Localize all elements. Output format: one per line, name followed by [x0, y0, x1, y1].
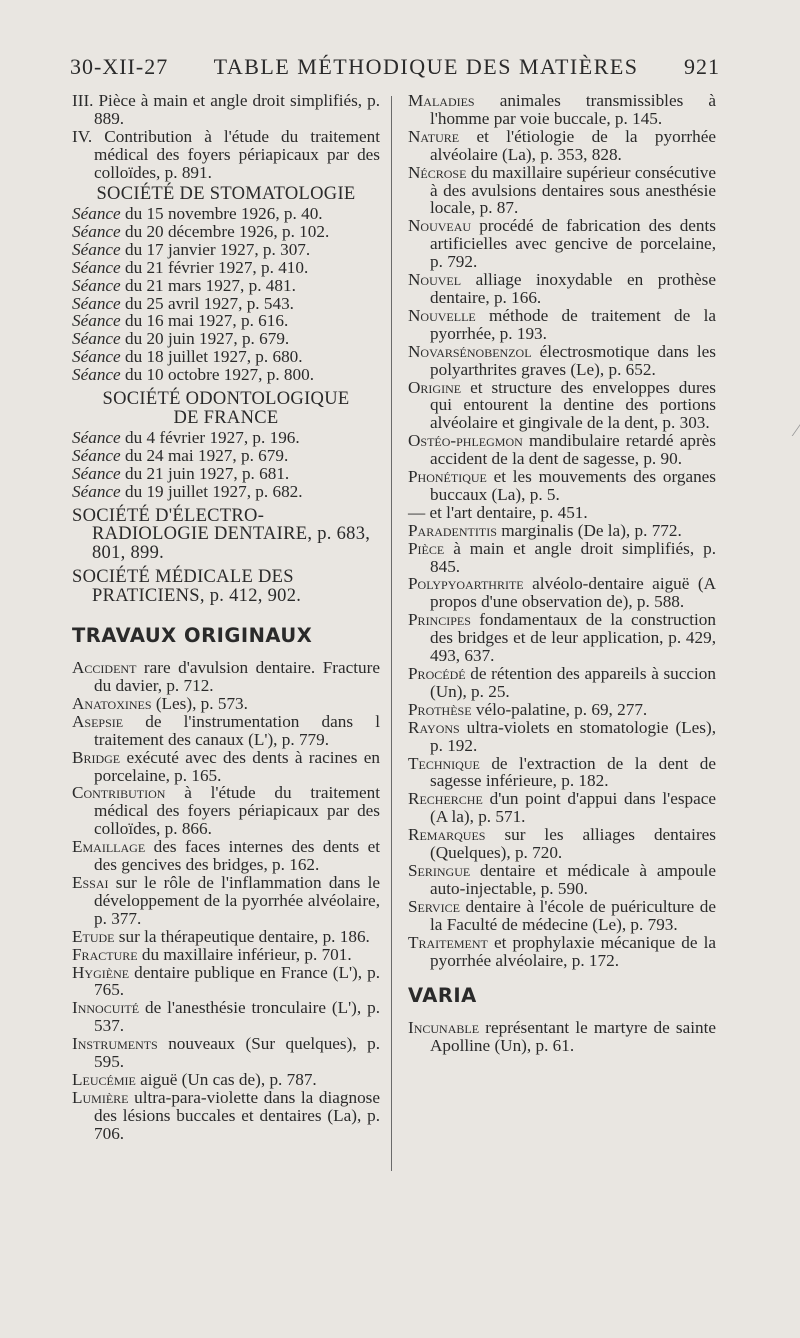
entry-keyword: Bridge [72, 747, 121, 767]
entry-keyword: Nouvel [408, 270, 462, 290]
entry-top-1: III. Pièce à main et angle droit simplifiés, p. 889. [72, 91, 380, 128]
entry-text: électrosmotique dans les polyarthrites graves (Le), p. 652. [430, 341, 716, 379]
index-entry [408, 164, 716, 218]
heading-societe-medicale: SOCIÉTÉ MÉDICALE DES PRATICIENS, p. 412, 902. [72, 567, 302, 606]
entry-text: sur la thérapeutique dentaire, p. 186. [114, 926, 370, 946]
section-heading-travaux: TRAVAUX ORIGINAUX [72, 624, 313, 648]
seance-list-stomatologie [72, 205, 380, 384]
entry-text: dentaire et médicale à ampoule auto-injectable, p. 590. [430, 860, 716, 898]
index-entry [408, 862, 716, 898]
index-entry [408, 217, 716, 271]
index-entry [72, 838, 380, 874]
seance-date: du 20 décembre 1926, p. 102. [120, 221, 330, 241]
seance-entry [72, 348, 380, 366]
seance-date: du 21 mars 1927, p. 481. [120, 275, 296, 295]
entry-keyword: Traitement [408, 932, 488, 952]
seance-label: Séance [72, 428, 121, 448]
entry-keyword: Paradentitis [408, 520, 497, 540]
seance-label: Séance [72, 311, 121, 331]
seance-label: Séance [72, 293, 121, 313]
seance-date: du 17 janvier 1927, p. 307. [120, 239, 311, 259]
seance-entry [72, 429, 380, 447]
entry-text: du maxillaire supérieur consécutive à des avulsions dentaires sous anesthésie locale, p. 87. [430, 162, 716, 218]
entry-keyword: Nouveau [408, 216, 472, 236]
index-entry [408, 307, 716, 343]
entry-keyword: Asepsie [72, 711, 124, 731]
entry-keyword: Leucémie [72, 1069, 136, 1089]
index-entry [408, 719, 716, 755]
entry-keyword: Procédé [408, 664, 466, 683]
entry-keyword: Prothèse [408, 699, 472, 719]
entry-text: sur les alliages dentaires (Quelques), p. 720. [430, 825, 716, 863]
heading-societe-odontologique [72, 390, 380, 427]
entry-text: des faces internes des dents et des gencives des bridges, p. 162. [94, 837, 380, 875]
index-entry [408, 128, 716, 164]
entry-keyword: Novarsénobenzol [408, 341, 532, 361]
seance-label: Séance [72, 347, 121, 367]
entry-text: fondamentaux de la construction des bridges et de leur application, p. 429, 493, 637. [430, 610, 716, 666]
seance-date: du 19 juillet 1927, p. 682. [120, 481, 303, 501]
index-entry [408, 790, 716, 826]
entry-keyword: Polypyoarthrite [408, 574, 524, 594]
index-entry [408, 575, 716, 611]
entry-text: de l'instrumentation dans l traitement des canaux (L'), p. 779. [94, 711, 380, 749]
entry-text: aiguë (Un cas de), p. 787. [135, 1069, 317, 1089]
entry-keyword: Rayons [408, 717, 460, 737]
index-entry [408, 755, 716, 791]
entry-text: procédé de fabrication des dents artificielles avec gencive de porcelaine, p. 792. [430, 216, 716, 272]
seance-entry [72, 259, 380, 277]
entry-text: du maxillaire inférieur, p. 701. [137, 944, 352, 964]
seance-entry [72, 277, 380, 295]
seance-entry [72, 223, 380, 241]
entry-text: (Les), p. 573. [151, 693, 248, 713]
seance-date: du 20 juin 1927, p. 679. [120, 329, 290, 349]
entry-text: à main et angle droit simplifiés, p. 845. [430, 538, 716, 576]
travaux-entry-list [72, 659, 380, 1142]
seance-label: Séance [72, 481, 121, 501]
index-entry [408, 468, 716, 504]
seance-entry [72, 465, 380, 483]
entry-keyword: Recherche [408, 789, 483, 809]
entry-keyword: Emaillage [72, 837, 146, 857]
index-entry [408, 611, 716, 665]
index-entry [72, 999, 380, 1035]
seance-label: Séance [72, 463, 121, 483]
left-column [72, 92, 380, 1143]
index-entry [408, 826, 716, 862]
entry-keyword: Nouvelle [408, 305, 476, 325]
entry-keyword: Ostéo-phlegmon [408, 431, 523, 451]
entry-keyword: Incunable [408, 1018, 480, 1038]
entry-text: et l'étiologie de la pyorrhée alvéolaire (La), p. 353, 828. [430, 126, 716, 164]
section-heading-varia: VARIA [408, 984, 477, 1008]
index-entry [408, 271, 716, 307]
entry-keyword: Anatoxines [72, 693, 152, 713]
entry-keyword: Principes [408, 610, 471, 630]
entry-keyword: Instruments [72, 1034, 158, 1054]
index-entry [72, 1071, 380, 1089]
seance-entry [72, 295, 380, 313]
entry-text: vélo-palatine, p. 69, 277. [471, 699, 648, 719]
index-entry [72, 659, 380, 695]
index-entry [72, 964, 380, 1000]
entry-keyword: Service [408, 896, 460, 916]
entry-keyword: Nature [408, 126, 460, 146]
seance-date: du 25 avril 1927, p. 543. [120, 293, 294, 313]
index-entry [408, 1019, 716, 1055]
entry-text: — et l'art dentaire, p. 451. [408, 502, 588, 522]
heading-societe-stomatologie: SOCIÉTÉ DE STOMATOLOGIE [96, 183, 356, 204]
index-entry [408, 379, 716, 433]
entry-keyword: Nécrose [408, 162, 467, 182]
index-entry [72, 928, 380, 946]
entry-text: marginalis (De la), p. 772. [496, 520, 682, 540]
index-entry [408, 92, 716, 128]
entry-keyword: Fracture [72, 944, 138, 964]
index-entry [408, 934, 716, 970]
entry-keyword: Phonétique [408, 467, 487, 487]
entry-text: et les mouvements des organes buccaux (La), p. 5. [430, 467, 716, 504]
seance-list-odontologique [72, 429, 380, 501]
seance-entry [72, 241, 380, 259]
entry-text: alliage inoxydable en prothèse dentaire, p. 166. [430, 270, 716, 307]
seance-entry [72, 205, 380, 223]
seance-label: Séance [72, 257, 121, 277]
index-entry [72, 784, 380, 838]
seance-date: du 24 mai 1927, p. 679. [120, 446, 289, 465]
entry-top-2: IV. Contribution à l'étude du traitement médical des foyers périapicaux par des colloïdes, p. 891. [72, 126, 380, 182]
seance-label: Séance [72, 204, 121, 224]
entry-text: mandibulaire retardé après accident de la dent de sagesse, p. 90. [430, 431, 716, 469]
index-entry [72, 713, 380, 749]
index-entry [72, 695, 380, 713]
index-entry [408, 343, 716, 379]
entry-text: dentaire à l'école de puériculture de la Faculté de médecine (Le), p. 793. [430, 896, 716, 934]
index-entry [408, 701, 716, 719]
column-divider [391, 96, 392, 1171]
page-number: 921 [684, 54, 720, 79]
seance-date: du 18 juillet 1927, p. 680. [120, 347, 303, 367]
entry-text: nouveaux (Sur quelques), p. 595. [94, 1034, 380, 1072]
seance-entry [72, 330, 380, 348]
heading-line: SOCIÉTÉ ODONTOLOGIQUE [102, 389, 350, 410]
seance-date: du 16 mai 1927, p. 616. [120, 311, 289, 331]
right-column [408, 92, 716, 1055]
seance-label: Séance [72, 275, 121, 295]
seance-entry [72, 447, 380, 465]
entry-keyword: Pièce [408, 538, 445, 558]
right-entry-list [408, 92, 716, 969]
seance-label: Séance [72, 221, 121, 241]
entry-text: et prophylaxie mécanique de la pyorrhée alvéolaire, p. 172. [430, 932, 716, 970]
header-date: 30-XII-27 [70, 54, 169, 79]
entry-text: représentant le martyre de sainte Apolline (Un), p. 61. [430, 1018, 716, 1056]
entry-text: d'un point d'appui dans l'espace (A la), p. 571. [430, 789, 716, 827]
entry-keyword: Accident [72, 658, 137, 678]
seance-date: du 10 octobre 1927, p. 800. [120, 365, 315, 385]
index-entry [72, 749, 380, 785]
seance-entry [72, 312, 380, 330]
index-entry [408, 898, 716, 934]
entry-text: exécuté avec des dents à racines en porcelaine, p. 165. [94, 747, 380, 785]
entry-keyword: Maladies [408, 91, 475, 110]
heading-line: DE FRANCE [173, 407, 279, 428]
entry-keyword: Innocuité [72, 998, 140, 1018]
entry-keyword: Essai [72, 873, 109, 892]
entry-keyword: Etude [72, 926, 115, 946]
index-entry [408, 665, 716, 701]
seance-date: du 15 novembre 1926, p. 40. [120, 204, 323, 224]
entry-keyword: Seringue [408, 860, 471, 880]
seance-date: du 4 février 1927, p. 196. [120, 428, 300, 448]
index-entry [72, 1089, 380, 1143]
entry-text: alvéolo-dentaire aiguë (A propos d'une observation de), p. 588. [430, 574, 716, 612]
index-entry [408, 540, 716, 576]
seance-entry [72, 366, 380, 384]
index-entry [72, 874, 380, 928]
entry-text: ultra-para-violette dans la diagnose des lésions buccales et dentaires (La), p. 706. [94, 1087, 380, 1143]
entry-keyword: Technique [408, 753, 480, 773]
seance-label: Séance [72, 329, 121, 349]
seance-entry [72, 483, 380, 501]
entry-text: rare d'avulsion dentaire. Fracture du davier, p. 712. [94, 658, 380, 696]
index-entry [408, 504, 716, 522]
entry-text: sur le rôle de l'inflammation dans le développement de la pyorrhée alvéolaire, p. 377. [94, 873, 380, 928]
index-entry [72, 1035, 380, 1071]
seance-label: Séance [72, 365, 121, 385]
entry-text: à l'étude du traitement médical des foyers périapicaux par des colloïdes, p. 866. [94, 783, 380, 839]
index-entry [408, 522, 716, 540]
entry-text: et structure des enveloppes dures qui entourent la dentine des portions alvéolaire et gingivale de la dent, p. 303. [430, 377, 716, 433]
entry-keyword: Contribution [72, 783, 166, 803]
page-header [70, 54, 720, 90]
header-title: TABLE MÉTHODIQUE DES MATIÈRES [213, 54, 639, 79]
seance-date: du 21 février 1927, p. 410. [120, 257, 309, 277]
entry-text: ultra-violets en stomatologie (Les), p. 192. [430, 717, 716, 755]
index-entry [408, 432, 716, 468]
entry-keyword: Origine [408, 377, 462, 397]
entry-keyword: Lumière [72, 1087, 129, 1107]
heading-societe-electro-radiologie: SOCIÉTÉ D'ÉLECTRO-RADIOLOGIE DENTAIRE, p. 683, 801, 899. [72, 505, 371, 563]
seance-label: Séance [72, 446, 121, 465]
entry-text: de l'anesthésie tronculaire (L'), p. 537. [94, 998, 380, 1036]
margin-pencil-mark [780, 418, 800, 436]
seance-date: du 21 juin 1927, p. 681. [120, 463, 290, 483]
varia-entry-list [408, 1019, 716, 1055]
entry-keyword: Hygiène [72, 962, 130, 982]
index-entry [72, 946, 380, 964]
entry-keyword: Remarques [408, 825, 486, 845]
entry-text: animales transmissibles à l'homme par voie buccale, p. 145. [430, 91, 716, 128]
entry-text: de l'extraction de la dent de sagesse inférieure, p. 182. [430, 753, 716, 791]
entry-text: de rétention des appareils à succion (Un), p. 25. [430, 664, 716, 701]
entry-text: méthode de traitement de la pyorrhée, p. 193. [430, 305, 716, 343]
seance-label: Séance [72, 239, 121, 259]
entry-text: dentaire publique en France (L'), p. 765. [94, 962, 380, 1000]
